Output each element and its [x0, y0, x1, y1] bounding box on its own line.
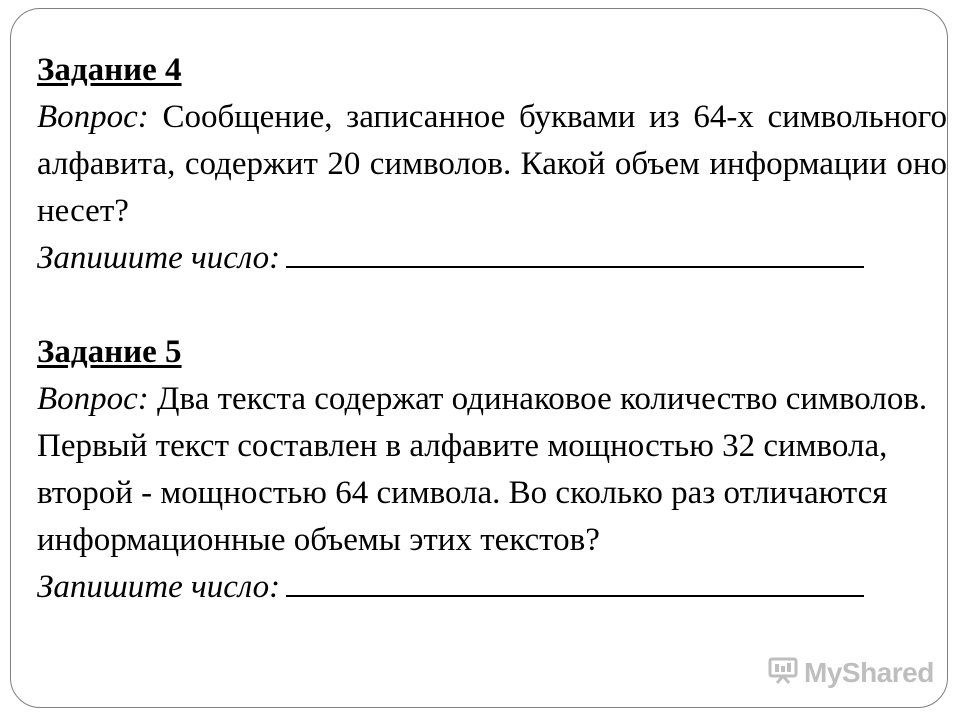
task-5-question-label: Вопрос:: [37, 381, 149, 417]
task-spacer: [37, 282, 947, 329]
mysharedwatermark: [768, 656, 934, 689]
projector-screen-icon: [768, 656, 798, 689]
task-4-question: [37, 94, 947, 235]
slide-frame: [10, 8, 948, 708]
task-4-title: Задание 4: [37, 52, 182, 88]
slide-content: [37, 47, 947, 611]
task-5-question-text: Два текста содержат одинаковое количество символов. Первый текст составлен в алфавите мощностью 32 символа, второй - мощностью 64 символа. Во сколько раз отличаются информационные объемы этих текстов?: [37, 381, 928, 558]
task-4-answer-row: [37, 235, 947, 282]
task-5-title: Задание 5: [37, 334, 182, 370]
task-4-answer-label: Запишите число:: [37, 240, 281, 276]
task-4-answer-blank[interactable]: [286, 242, 864, 268]
watermark-text: MyShared: [804, 656, 934, 688]
task-5-answer-blank[interactable]: [286, 571, 864, 597]
task-4-question-text: Сообщение, записанное буквами из 64-х символьного алфавита, содержит 20 символов. Какой объем информации оно несет?: [37, 99, 947, 229]
task-5-answer-row: [37, 564, 947, 611]
task-5-question: [37, 376, 947, 564]
task-4-question-label: Вопрос:: [37, 99, 149, 135]
task-5-answer-label: Запишите число:: [37, 569, 281, 605]
